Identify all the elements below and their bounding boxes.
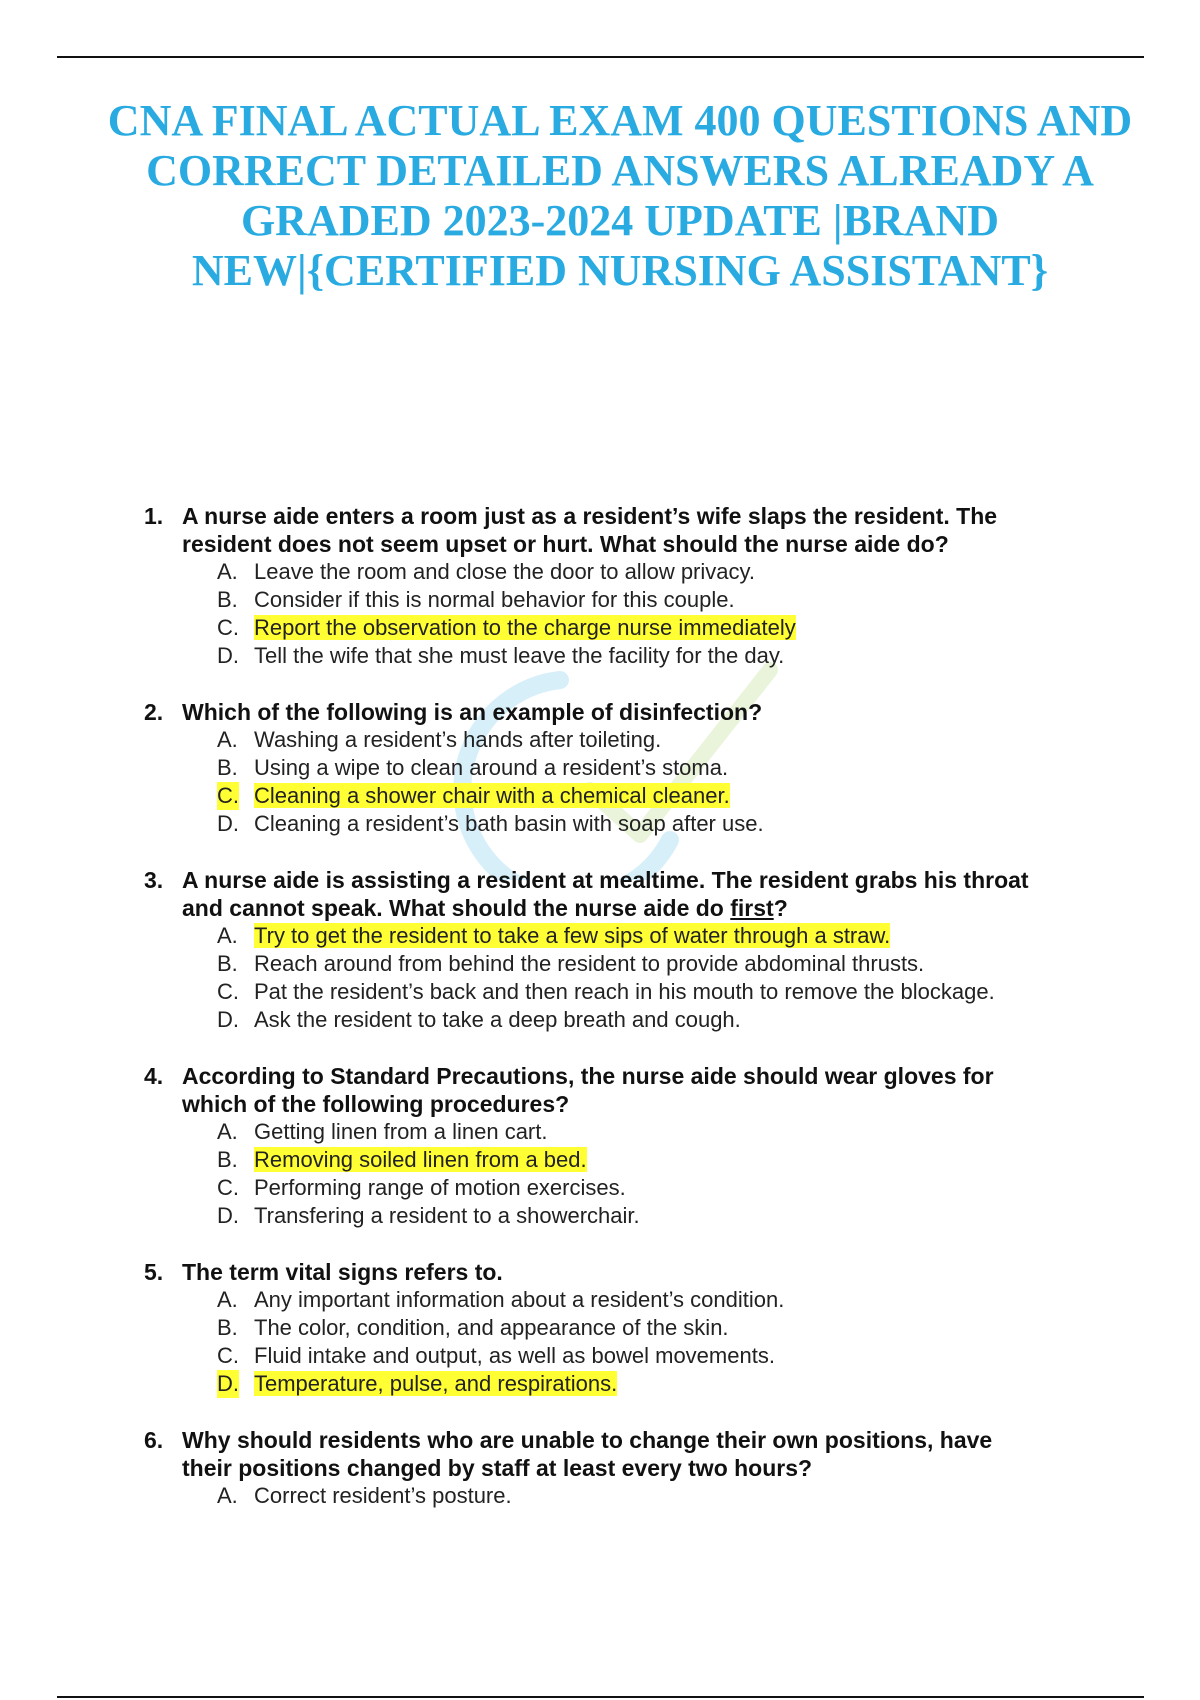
answer-option (0, 810, 1200, 838)
correct-answer-highlight: Removing soiled linen from a bed. (254, 1147, 587, 1172)
correct-answer-option (0, 1370, 1200, 1398)
question-text: and cannot speak. What should the nurse aide do (182, 895, 731, 921)
answer-options (0, 1482, 1200, 1510)
question-text-line: The term vital signs refers to. (182, 1259, 503, 1285)
bottom-rule (57, 1696, 1144, 1698)
question-number: 6. (144, 1427, 164, 1453)
question-mark: ? (773, 895, 788, 921)
option-text: Washing a resident’s hands after toileting. (254, 727, 662, 752)
question-stem (0, 1426, 1200, 1482)
question-number: 1. (144, 503, 164, 529)
answer-option (0, 558, 1200, 586)
question-text-line: According to Standard Precautions, the nurse aide should wear gloves for (182, 1063, 994, 1089)
answer-option (0, 1202, 1200, 1230)
option-text: Performing range of motion exercises. (254, 1175, 626, 1200)
option-letter: D. (217, 1203, 239, 1228)
question-stem (0, 1062, 1200, 1118)
question-number: 4. (144, 1063, 164, 1089)
option-text: Pat the resident’s back and then reach in his mouth to remove the blockage. (254, 979, 995, 1004)
option-letter: A. (217, 923, 238, 948)
answer-option (0, 1482, 1200, 1510)
answer-options (0, 1118, 1200, 1230)
answer-option (0, 642, 1200, 670)
answer-options (0, 558, 1200, 670)
question-stem (0, 502, 1200, 558)
correct-answer-option (0, 1146, 1200, 1174)
question-text-line: which of the following procedures? (182, 1091, 570, 1117)
option-letter: D. (217, 1371, 239, 1396)
option-letter: B. (217, 1315, 238, 1340)
emphasis-first: first (730, 895, 774, 921)
option-text: Leave the room and close the door to allow privacy. (254, 559, 755, 584)
option-text: Tell the wife that she must leave the facility for the day. (254, 643, 785, 668)
question-number: 2. (144, 699, 164, 725)
answer-option (0, 950, 1200, 978)
option-text: The color, condition, and appearance of the skin. (254, 1315, 729, 1340)
correct-answer-highlight: Cleaning a shower chair with a chemical cleaner. (254, 783, 730, 808)
option-letter: A. (217, 1119, 238, 1144)
option-letter: A. (217, 559, 238, 584)
question-stem (0, 866, 1200, 922)
answer-option (0, 754, 1200, 782)
question-1 (0, 502, 1200, 670)
question-number: 5. (144, 1259, 164, 1285)
option-letter: B. (217, 1147, 238, 1172)
question-text-line: A nurse aide is assisting a resident at mealtime. The resident grabs his throat (182, 867, 1029, 893)
option-letter: A. (217, 727, 238, 752)
answer-options (0, 1286, 1200, 1398)
answer-option (0, 1286, 1200, 1314)
option-letter: A. (217, 1483, 238, 1508)
answer-option (0, 1118, 1200, 1146)
answer-options (0, 922, 1200, 1034)
question-list (0, 502, 1200, 1510)
answer-option (0, 726, 1200, 754)
question-6 (0, 1426, 1200, 1510)
option-text: Reach around from behind the resident to provide abdominal thrusts. (254, 951, 925, 976)
answer-option (0, 1314, 1200, 1342)
correct-answer-highlight: Temperature, pulse, and respirations. (254, 1371, 618, 1396)
answer-option (0, 1174, 1200, 1202)
question-3 (0, 866, 1200, 1034)
option-letter: D. (217, 1007, 239, 1032)
question-text-line: Why should residents who are unable to change their own positions, have (182, 1427, 993, 1453)
option-letter: B. (217, 755, 238, 780)
option-letter: C. (217, 1343, 239, 1368)
question-text-line: Which of the following is an example of disinfection? (182, 699, 763, 725)
document-title (90, 96, 1150, 296)
question-5 (0, 1258, 1200, 1398)
answer-options (0, 726, 1200, 838)
answer-option (0, 978, 1200, 1006)
option-text: Correct resident’s posture. (254, 1483, 512, 1508)
title-line: NEW|{CERTIFIED NURSING ASSISTANT} (191, 246, 1049, 295)
question-text-line: A nurse aide enters a room just as a resident’s wife slaps the resident. The (182, 503, 998, 529)
option-text: Ask the resident to take a deep breath and cough. (254, 1007, 741, 1032)
correct-answer-option (0, 782, 1200, 810)
option-letter: D. (217, 811, 239, 836)
option-letter: C. (217, 615, 239, 640)
question-number: 3. (144, 867, 164, 893)
option-letter: D. (217, 643, 239, 668)
option-letter: C. (217, 1175, 239, 1200)
answer-option (0, 1006, 1200, 1034)
question-stem (0, 1258, 1200, 1286)
question-4 (0, 1062, 1200, 1230)
correct-answer-highlight: Report the observation to the charge nurse immediately (254, 615, 796, 640)
option-letter: C. (217, 783, 239, 808)
option-text: Consider if this is normal behavior for this couple. (254, 587, 735, 612)
question-text-line: resident does not seem upset or hurt. What should the nurse aide do? (182, 531, 949, 557)
answer-option (0, 586, 1200, 614)
option-text: Fluid intake and output, as well as bowel movements. (254, 1343, 775, 1368)
option-text: Getting linen from a linen cart. (254, 1119, 548, 1144)
correct-answer-option (0, 614, 1200, 642)
question-2 (0, 698, 1200, 838)
answer-option (0, 1342, 1200, 1370)
correct-answer-highlight: Try to get the resident to take a few sips of water through a straw. (254, 923, 891, 948)
question-stem (0, 698, 1200, 726)
option-letter: C. (217, 979, 239, 1004)
option-letter: B. (217, 587, 238, 612)
question-text-line: their positions changed by staff at least every two hours? (182, 1455, 813, 1481)
question-text-line (182, 894, 1050, 922)
title-line: GRADED 2023-2024 UPDATE |BRAND (240, 196, 1000, 245)
title-line: CNA FINAL ACTUAL EXAM 400 QUESTIONS AND (107, 96, 1133, 145)
option-text: Transfering a resident to a showerchair. (254, 1203, 640, 1228)
title-line: CORRECT DETAILED ANSWERS ALREADY A (146, 146, 1094, 195)
correct-answer-option (0, 922, 1200, 950)
option-text: Cleaning a resident’s bath basin with soap after use. (254, 811, 764, 836)
option-text: Using a wipe to clean around a resident’s stoma. (254, 755, 729, 780)
option-letter: B. (217, 951, 238, 976)
option-letter: A. (217, 1287, 238, 1312)
option-text: Any important information about a resident’s condition. (254, 1287, 785, 1312)
top-rule (57, 56, 1144, 58)
